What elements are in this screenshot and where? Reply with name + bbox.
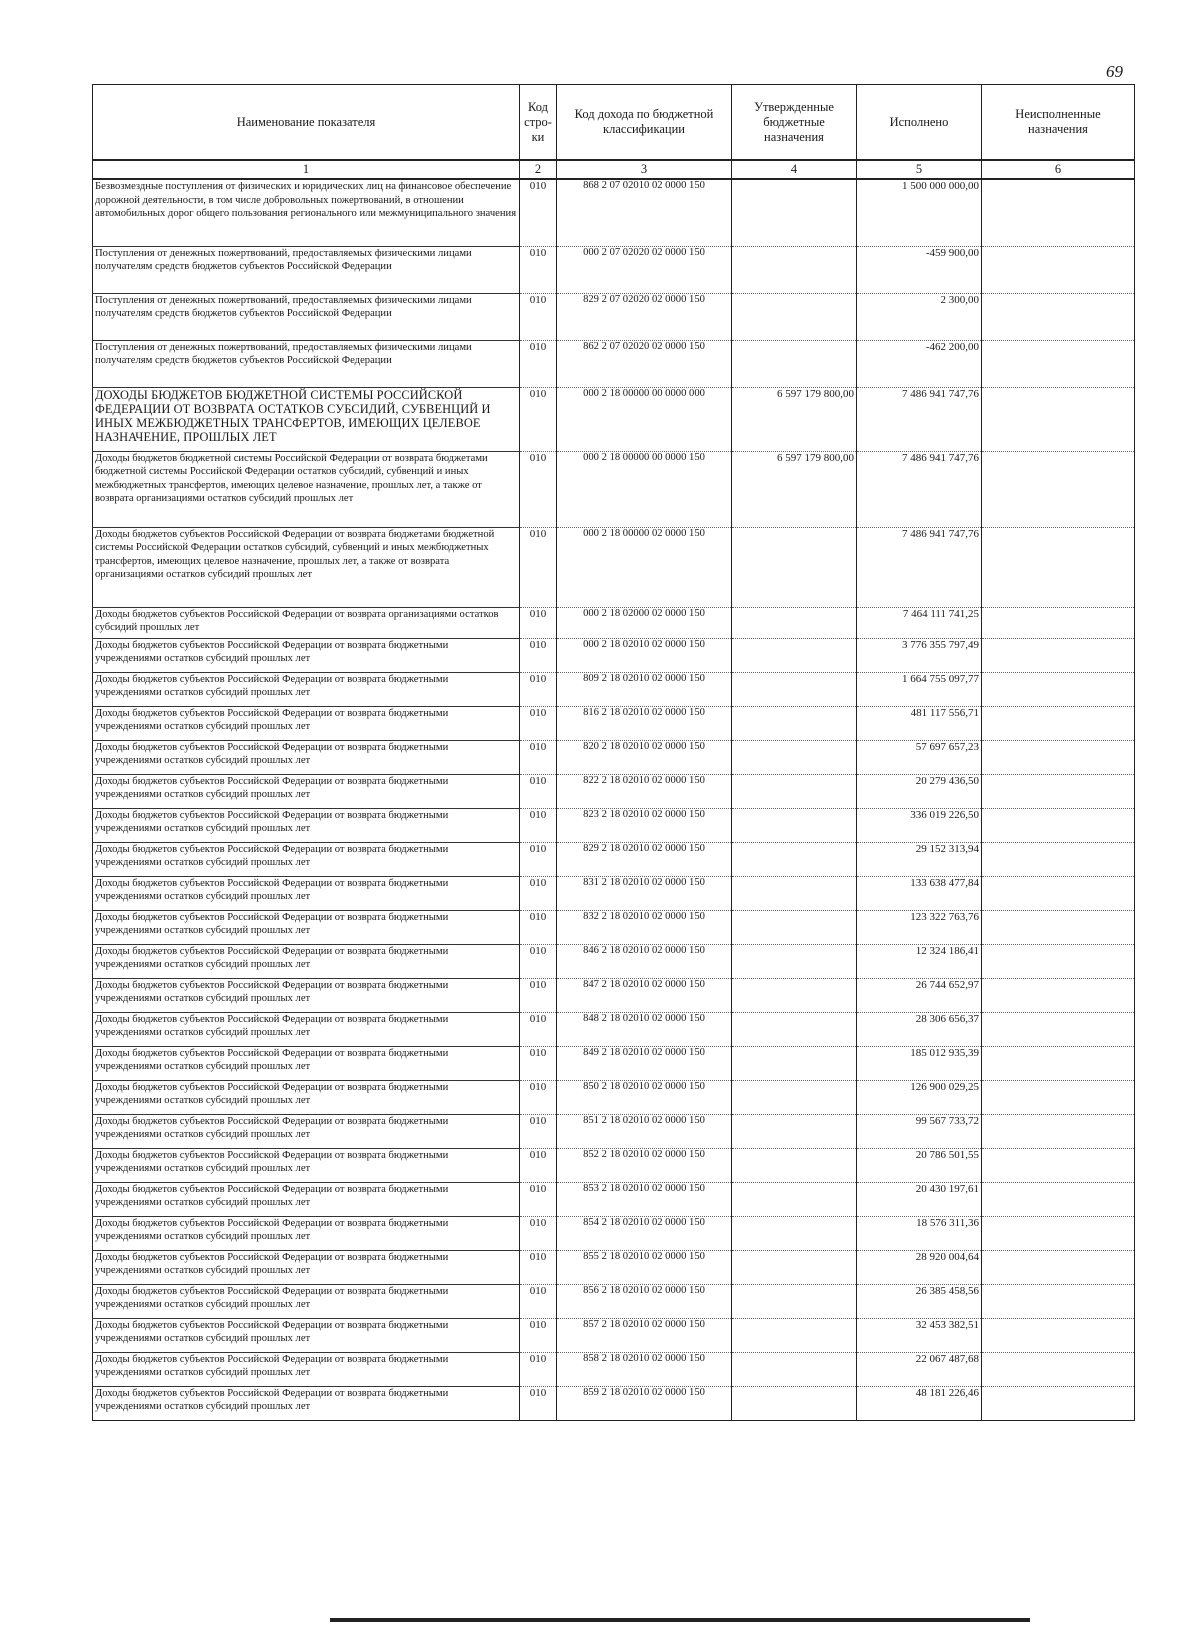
row-executed: 28 306 656,37 <box>857 1012 982 1046</box>
row-name: Доходы бюджетов субъектов Российской Федерации от возврата бюджетными учреждениями остатков субсидий прошлых лет <box>93 808 520 842</box>
row-income-code: 851 2 18 02010 02 0000 150 <box>557 1114 732 1148</box>
table-row <box>93 1352 1135 1386</box>
row-line-code: 010 <box>520 672 557 706</box>
row-approved <box>732 808 857 842</box>
row-unexecuted <box>982 944 1135 978</box>
row-name: Безвозмездные поступления от физических и юридических лиц на финансовое обеспечение дорожной деятельности, в том числе добровольных пожертвований, в отношении автомобильных дорог общего пользования регионального или межмуниципального значения <box>93 179 520 246</box>
row-unexecuted <box>982 774 1135 808</box>
row-approved <box>732 1352 857 1386</box>
row-executed: 20 786 501,55 <box>857 1148 982 1182</box>
row-unexecuted <box>982 910 1135 944</box>
row-line-code: 010 <box>520 1046 557 1080</box>
row-executed: 29 152 313,94 <box>857 842 982 876</box>
row-approved <box>732 1080 857 1114</box>
row-approved <box>732 1182 857 1216</box>
header-approved: Утвержденные бюджетные назначения <box>732 85 857 161</box>
row-income-code: 829 2 07 02020 02 0000 150 <box>557 293 732 340</box>
row-unexecuted <box>982 740 1135 774</box>
row-income-code: 820 2 18 02010 02 0000 150 <box>557 740 732 774</box>
budget-execution-table <box>92 84 1135 1421</box>
row-name: Доходы бюджетов субъектов Российской Федерации от возврата бюджетными учреждениями остатков субсидий прошлых лет <box>93 1318 520 1352</box>
row-income-code: 858 2 18 02010 02 0000 150 <box>557 1352 732 1386</box>
table-row <box>93 944 1135 978</box>
row-name: Доходы бюджетов субъектов Российской Федерации от возврата бюджетными учреждениями остатков субсидий прошлых лет <box>93 672 520 706</box>
row-approved <box>732 672 857 706</box>
table-row <box>93 1318 1135 1352</box>
table-row <box>93 1250 1135 1284</box>
row-income-code: 849 2 18 02010 02 0000 150 <box>557 1046 732 1080</box>
table-row <box>93 1114 1135 1148</box>
table-row <box>93 246 1135 293</box>
row-income-code: 822 2 18 02010 02 0000 150 <box>557 774 732 808</box>
table-row <box>93 1386 1135 1420</box>
row-executed: 32 453 382,51 <box>857 1318 982 1352</box>
column-number: 3 <box>557 160 732 179</box>
table-row <box>93 842 1135 876</box>
table-body <box>93 179 1135 1420</box>
row-line-code: 010 <box>520 607 557 638</box>
table-row <box>93 1080 1135 1114</box>
row-unexecuted <box>982 978 1135 1012</box>
row-unexecuted <box>982 672 1135 706</box>
row-name: Поступления от денежных пожертвований, предоставляемых физическими лицами получателям средств бюджетов субъектов Российской Федерации <box>93 246 520 293</box>
row-unexecuted <box>982 1386 1135 1420</box>
row-name: Доходы бюджетов субъектов Российской Федерации от возврата бюджетными учреждениями остатков субсидий прошлых лет <box>93 1284 520 1318</box>
row-executed: 123 322 763,76 <box>857 910 982 944</box>
row-executed: 57 697 657,23 <box>857 740 982 774</box>
row-line-code: 010 <box>520 706 557 740</box>
row-approved <box>732 1114 857 1148</box>
row-approved: 6 597 179 800,00 <box>732 451 857 527</box>
row-executed: 126 900 029,25 <box>857 1080 982 1114</box>
row-name: Доходы бюджетов субъектов Российской Федерации от возврата бюджетными учреждениями остатков субсидий прошлых лет <box>93 944 520 978</box>
row-name: Доходы бюджетов субъектов Российской Федерации от возврата бюджетными учреждениями остатков субсидий прошлых лет <box>93 638 520 672</box>
row-name: Доходы бюджетов субъектов Российской Федерации от возврата бюджетными учреждениями остатков субсидий прошлых лет <box>93 1386 520 1420</box>
row-name: Доходы бюджетов субъектов Российской Федерации от возврата бюджетными учреждениями остатков субсидий прошлых лет <box>93 1148 520 1182</box>
row-executed: 185 012 935,39 <box>857 1046 982 1080</box>
row-income-code: 856 2 18 02010 02 0000 150 <box>557 1284 732 1318</box>
row-name: Доходы бюджетов субъектов Российской Федерации от возврата бюджетными учреждениями остатков субсидий прошлых лет <box>93 978 520 1012</box>
row-income-code: 831 2 18 02010 02 0000 150 <box>557 876 732 910</box>
row-income-code: 847 2 18 02010 02 0000 150 <box>557 978 732 1012</box>
row-name: Доходы бюджетов субъектов Российской Федерации от возврата бюджетными учреждениями остатков субсидий прошлых лет <box>93 842 520 876</box>
table-row <box>93 293 1135 340</box>
row-line-code: 010 <box>520 1080 557 1114</box>
row-approved <box>732 246 857 293</box>
header-income-code: Код дохода по бюджетной классификации <box>557 85 732 161</box>
row-approved <box>732 1148 857 1182</box>
table-row <box>93 1216 1135 1250</box>
row-approved <box>732 944 857 978</box>
row-line-code: 010 <box>520 1148 557 1182</box>
row-approved <box>732 1012 857 1046</box>
row-approved <box>732 978 857 1012</box>
row-income-code: 848 2 18 02010 02 0000 150 <box>557 1012 732 1046</box>
row-approved <box>732 1046 857 1080</box>
row-executed: 20 430 197,61 <box>857 1182 982 1216</box>
row-executed: 99 567 733,72 <box>857 1114 982 1148</box>
table-row <box>93 1284 1135 1318</box>
column-number: 5 <box>857 160 982 179</box>
row-executed: 28 920 004,64 <box>857 1250 982 1284</box>
table-row <box>93 876 1135 910</box>
row-unexecuted <box>982 1046 1135 1080</box>
row-executed: 18 576 311,36 <box>857 1216 982 1250</box>
row-line-code: 010 <box>520 1182 557 1216</box>
row-unexecuted <box>982 607 1135 638</box>
row-executed: 26 744 652,97 <box>857 978 982 1012</box>
row-income-code: 000 2 07 02020 02 0000 150 <box>557 246 732 293</box>
row-executed: 26 385 458,56 <box>857 1284 982 1318</box>
table-row <box>93 340 1135 387</box>
row-name: Доходы бюджетов субъектов Российской Федерации от возврата бюджетными учреждениями остатков субсидий прошлых лет <box>93 1352 520 1386</box>
row-executed: -462 200,00 <box>857 340 982 387</box>
row-income-code: 000 2 18 00000 00 0000 150 <box>557 451 732 527</box>
row-name: Доходы бюджетов субъектов Российской Федерации от возврата бюджетными учреждениями остатков субсидий прошлых лет <box>93 1080 520 1114</box>
row-income-code: 809 2 18 02010 02 0000 150 <box>557 672 732 706</box>
row-name: Доходы бюджетов субъектов Российской Федерации от возврата бюджетными учреждениями остатков субсидий прошлых лет <box>93 1046 520 1080</box>
row-line-code: 010 <box>520 179 557 246</box>
row-income-code: 846 2 18 02010 02 0000 150 <box>557 944 732 978</box>
row-approved <box>732 293 857 340</box>
row-approved <box>732 842 857 876</box>
row-unexecuted <box>982 1216 1135 1250</box>
row-name: Доходы бюджетов субъектов Российской Федерации от возврата бюджетными учреждениями остатков субсидий прошлых лет <box>93 1182 520 1216</box>
page-number: 69 <box>1106 62 1123 81</box>
row-income-code: 854 2 18 02010 02 0000 150 <box>557 1216 732 1250</box>
row-unexecuted <box>982 1318 1135 1352</box>
row-unexecuted <box>982 451 1135 527</box>
row-approved <box>732 774 857 808</box>
row-unexecuted <box>982 842 1135 876</box>
table-row <box>93 774 1135 808</box>
row-line-code: 010 <box>520 1012 557 1046</box>
column-number: 4 <box>732 160 857 179</box>
row-line-code: 010 <box>520 293 557 340</box>
row-executed: 1 500 000 000,00 <box>857 179 982 246</box>
row-unexecuted <box>982 876 1135 910</box>
row-executed: 133 638 477,84 <box>857 876 982 910</box>
row-line-code: 010 <box>520 638 557 672</box>
row-name: Доходы бюджетов субъектов Российской Федерации от возврата бюджетными учреждениями остатков субсидий прошлых лет <box>93 1250 520 1284</box>
row-line-code: 010 <box>520 842 557 876</box>
table-row <box>93 607 1135 638</box>
row-executed: 7 486 941 747,76 <box>857 451 982 527</box>
row-unexecuted <box>982 1182 1135 1216</box>
row-unexecuted <box>982 1284 1135 1318</box>
row-unexecuted <box>982 1148 1135 1182</box>
row-line-code: 010 <box>520 1284 557 1318</box>
row-line-code: 010 <box>520 1114 557 1148</box>
row-unexecuted <box>982 808 1135 842</box>
row-income-code: 855 2 18 02010 02 0000 150 <box>557 1250 732 1284</box>
row-executed: 22 067 487,68 <box>857 1352 982 1386</box>
row-executed: -459 900,00 <box>857 246 982 293</box>
table-row <box>93 1148 1135 1182</box>
row-line-code: 010 <box>520 740 557 774</box>
row-line-code: 010 <box>520 876 557 910</box>
table-row <box>93 179 1135 246</box>
scan-edge-bar <box>330 1618 1030 1622</box>
row-executed: 7 486 941 747,76 <box>857 527 982 607</box>
row-approved <box>732 340 857 387</box>
column-number: 6 <box>982 160 1135 179</box>
row-approved <box>732 1284 857 1318</box>
row-income-code: 829 2 18 02010 02 0000 150 <box>557 842 732 876</box>
row-approved <box>732 876 857 910</box>
row-income-code: 868 2 07 02010 02 0000 150 <box>557 179 732 246</box>
row-unexecuted <box>982 179 1135 246</box>
row-name: Доходы бюджетов субъектов Российской Федерации от возврата бюджетными учреждениями остатков субсидий прошлых лет <box>93 1114 520 1148</box>
row-income-code: 832 2 18 02010 02 0000 150 <box>557 910 732 944</box>
row-line-code: 010 <box>520 1318 557 1352</box>
row-line-code: 010 <box>520 978 557 1012</box>
row-approved <box>732 1386 857 1420</box>
row-line-code: 010 <box>520 527 557 607</box>
table-row <box>93 1046 1135 1080</box>
row-unexecuted <box>982 1114 1135 1148</box>
row-income-code: 000 2 18 02010 02 0000 150 <box>557 638 732 672</box>
table-header-row <box>93 85 1135 161</box>
row-name: Доходы бюджетов субъектов Российской Федерации от возврата организациями остатков субсидий прошлых лет <box>93 607 520 638</box>
row-unexecuted <box>982 1012 1135 1046</box>
row-unexecuted <box>982 293 1135 340</box>
row-unexecuted <box>982 638 1135 672</box>
row-approved: 6 597 179 800,00 <box>732 387 857 451</box>
row-executed: 2 300,00 <box>857 293 982 340</box>
row-line-code: 010 <box>520 910 557 944</box>
row-approved <box>732 1250 857 1284</box>
row-line-code: 010 <box>520 944 557 978</box>
header-name: Наименование показателя <box>93 85 520 161</box>
row-unexecuted <box>982 246 1135 293</box>
row-name: Доходы бюджетов бюджетной системы Российской Федерации от возврата бюджетами бюджетной системы Российской Федерации остатков субсидий, субвенций и иных межбюджетных трансфертов, имеющих целевое назначение, прошлых лет, а также от возврата организациями остатков субсидий прошлых лет <box>93 451 520 527</box>
row-executed: 3 776 355 797,49 <box>857 638 982 672</box>
row-approved <box>732 910 857 944</box>
table-row <box>93 527 1135 607</box>
row-income-code: 859 2 18 02010 02 0000 150 <box>557 1386 732 1420</box>
row-line-code: 010 <box>520 340 557 387</box>
row-executed: 12 324 186,41 <box>857 944 982 978</box>
row-line-code: 010 <box>520 1352 557 1386</box>
row-line-code: 010 <box>520 774 557 808</box>
row-name: Доходы бюджетов субъектов Российской Федерации от возврата бюджетными учреждениями остатков субсидий прошлых лет <box>93 774 520 808</box>
row-unexecuted <box>982 1352 1135 1386</box>
row-income-code: 000 2 18 00000 02 0000 150 <box>557 527 732 607</box>
row-approved <box>732 740 857 774</box>
row-name: Доходы бюджетов субъектов Российской Федерации от возврата бюджетными учреждениями остатков субсидий прошлых лет <box>93 1216 520 1250</box>
row-income-code: 000 2 18 02000 02 0000 150 <box>557 607 732 638</box>
row-approved <box>732 706 857 740</box>
row-approved <box>732 607 857 638</box>
row-name: Доходы бюджетов субъектов Российской Федерации от возврата бюджетными учреждениями остатков субсидий прошлых лет <box>93 740 520 774</box>
row-name: Доходы бюджетов субъектов Российской Федерации от возврата бюджетными учреждениями остатков субсидий прошлых лет <box>93 876 520 910</box>
row-approved <box>732 1216 857 1250</box>
table-row <box>93 910 1135 944</box>
table-row <box>93 1012 1135 1046</box>
table-row <box>93 672 1135 706</box>
header-line-code: Код стро-ки <box>520 85 557 161</box>
row-executed: 1 664 755 097,77 <box>857 672 982 706</box>
row-line-code: 010 <box>520 451 557 527</box>
row-name: Поступления от денежных пожертвований, предоставляемых физическими лицами получателям средств бюджетов субъектов Российской Федерации <box>93 340 520 387</box>
row-line-code: 010 <box>520 1250 557 1284</box>
row-income-code: 816 2 18 02010 02 0000 150 <box>557 706 732 740</box>
row-income-code: 823 2 18 02010 02 0000 150 <box>557 808 732 842</box>
table-row <box>93 451 1135 527</box>
column-number: 2 <box>520 160 557 179</box>
row-line-code: 010 <box>520 246 557 293</box>
header-unexecuted: Неисполненные назначения <box>982 85 1135 161</box>
row-executed: 48 181 226,46 <box>857 1386 982 1420</box>
row-name: Доходы бюджетов субъектов Российской Федерации от возврата бюджетными учреждениями остатков субсидий прошлых лет <box>93 910 520 944</box>
row-name: Доходы бюджетов субъектов Российской Федерации от возврата бюджетными учреждениями остатков субсидий прошлых лет <box>93 1012 520 1046</box>
table-row <box>93 740 1135 774</box>
row-approved <box>732 638 857 672</box>
row-line-code: 010 <box>520 1386 557 1420</box>
row-name: Поступления от денежных пожертвований, предоставляемых физическими лицами получателям средств бюджетов субъектов Российской Федерации <box>93 293 520 340</box>
row-income-code: 862 2 07 02020 02 0000 150 <box>557 340 732 387</box>
table-row <box>93 638 1135 672</box>
row-income-code: 850 2 18 02010 02 0000 150 <box>557 1080 732 1114</box>
header-executed: Исполнено <box>857 85 982 161</box>
row-line-code: 010 <box>520 1216 557 1250</box>
row-line-code: 010 <box>520 808 557 842</box>
table-row <box>93 808 1135 842</box>
row-income-code: 852 2 18 02010 02 0000 150 <box>557 1148 732 1182</box>
row-income-code: 857 2 18 02010 02 0000 150 <box>557 1318 732 1352</box>
row-name: ДОХОДЫ БЮДЖЕТОВ БЮДЖЕТНОЙ СИСТЕМЫ РОССИЙСКОЙ ФЕДЕРАЦИИ ОТ ВОЗВРАТА ОСТАТКОВ СУБСИДИЙ, СУБВЕНЦИЙ И ИНЫХ МЕЖБЮДЖЕТНЫХ ТРАНСФЕРТОВ, ИМЕЮЩИХ ЦЕЛЕВОЕ НАЗНАЧЕНИЕ, ПРОШЛЫХ ЛЕТ <box>93 387 520 451</box>
row-line-code: 010 <box>520 387 557 451</box>
row-approved <box>732 179 857 246</box>
row-name: Доходы бюджетов субъектов Российской Федерации от возврата бюджетными учреждениями остатков субсидий прошлых лет <box>93 706 520 740</box>
row-executed: 481 117 556,71 <box>857 706 982 740</box>
table-row <box>93 706 1135 740</box>
row-approved <box>732 1318 857 1352</box>
row-unexecuted <box>982 1080 1135 1114</box>
row-income-code: 000 2 18 00000 00 0000 000 <box>557 387 732 451</box>
column-number: 1 <box>93 160 520 179</box>
row-executed: 7 486 941 747,76 <box>857 387 982 451</box>
table-row <box>93 387 1135 451</box>
row-executed: 7 464 111 741,25 <box>857 607 982 638</box>
row-unexecuted <box>982 527 1135 607</box>
table-row <box>93 978 1135 1012</box>
table-row <box>93 1182 1135 1216</box>
row-unexecuted <box>982 1250 1135 1284</box>
row-unexecuted <box>982 706 1135 740</box>
row-name: Доходы бюджетов субъектов Российской Федерации от возврата бюджетами бюджетной системы Российской Федерации остатков субсидий, субвенций и иных межбюджетных трансфертов, имеющих целевое назначение, прошлых лет, а также от возврата организациями остатков субсидий прошлых лет <box>93 527 520 607</box>
column-number-row <box>93 160 1135 179</box>
row-unexecuted <box>982 387 1135 451</box>
row-unexecuted <box>982 340 1135 387</box>
row-approved <box>732 527 857 607</box>
row-income-code: 853 2 18 02010 02 0000 150 <box>557 1182 732 1216</box>
row-executed: 20 279 436,50 <box>857 774 982 808</box>
row-executed: 336 019 226,50 <box>857 808 982 842</box>
